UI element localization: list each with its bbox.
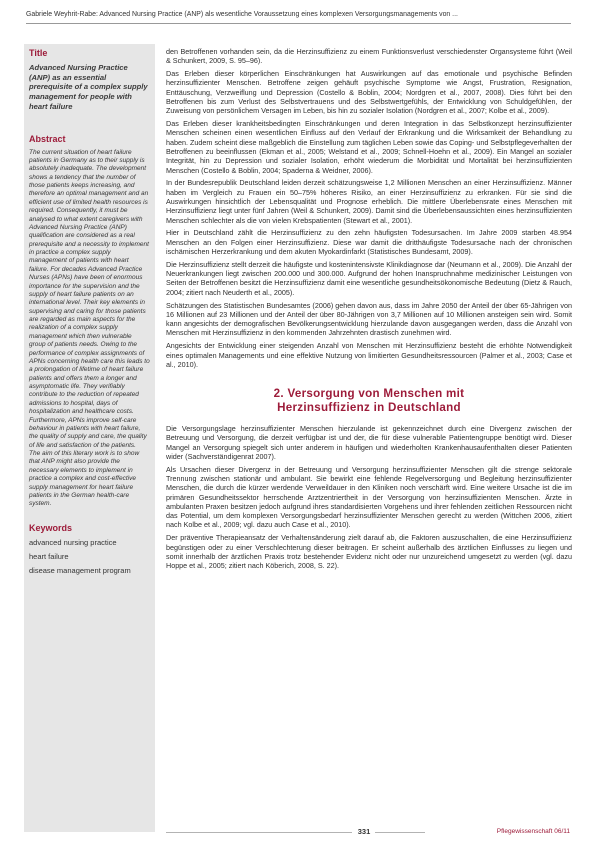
body-paragraph: Die Herzinsuffizienz stellt derzeit die häufigste und kostenintensivste Klinikdiagnose dar (Neumann et al., 2009). Die Anzahl der Neuerkrankungen liegt zwischen 200.000 und 300.000. Aufgrund der hohen Inanspruchnahme medizinischer Leistungen von Seiten der Betroffenen besitzt die Herzinsuffizienz damit eine wesentliche gesundheitsökonomische Bedeutung (Dietz & Rauch, 2004; zitiert nach Neuderth et al., 2005).: [166, 259, 572, 297]
keyword-item: advanced nursing practice: [29, 537, 117, 547]
section-heading-line: 2. Versorgung von Menschen mit: [273, 387, 465, 401]
body-paragraph: Der präventive Therapieansatz der Verhaltensänderung zielt darauf ab, die Faktoren auszuschalten, die eine Herzinsuffizienz begünstigen oder zu einer Verschlechterung dieser beitragen. Er scheint außerhalb des ärztlichen Einflusses zu liegen und somit innerhalb der ärztlichen Praxis trotz bestehender Evidenz nicht oder nur unzureichend umgesetzt zu werden (vgl. dazu Hoppe et al., 2005; zitiert nach Köberich, 2008, S. 22).: [166, 533, 572, 571]
body-paragraph: Als Ursachen dieser Divergenz in der Betreuung und Versorgung herzinsuffizienter Menschen gilt die strenge sektorale Trennung zwischen stationär und ambulant. Sie bewirkt eine fehlende Regelversorgung und Begleitung herzinsuffizienter Menschen, die durch die kürzer werdende Verweildauer in den Kliniken noch verschärft wird. Eine weitere Ursache ist die im primären Gesundheitssektor herrschende Arztzentriertheit in der Versorgung von herzinsuffizienten Menschen. Ärzte in ambulanten Praxen besitzen jedoch aufgrund ihres standardisierten Vorgehens und ihrer fehlenden zeitlichen Ressourcen nicht das Potential, um dem komplexen Versorgungsbedarf herzinsuffizienter Menschen gerecht zu werden (Wittchen 2006, zitiert nach Kolbe et al., 2009; vgl. dazu auch Case et al., 2010).: [166, 464, 572, 530]
body-paragraph: Schätzungen des Statistischen Bundesamtes (2006) gehen davon aus, dass im Jahre 2050 der Anteil der über 65-Jährigen von 16 Millionen auf 23 Millionen und der Anteil der über 80-Jährigen von 3,7 Millionen auf 10 Millionen ansteigen sein wird. Somit kann angesichts der demografischen Bevölkerungsentwicklung hierzulande davon ausgegangen werden, dass die Anzahl von Menschen mit Herzinsuffizienz in den kommenden Jahrzehnten drastisch zunehmen wird.: [166, 300, 572, 338]
body-paragraph: In der Bundesrepublik Deutschland leiden derzeit schätzungsweise 1,2 Millionen Menschen an einer Herzinsuffizienz. Männer haben im Vergleich zu Frauen ein 50–75% höheres Risiko, an einer Herzinsuffizienz zu erkranken. Für sie sind die Auswirkungen hinsichtlich der Lebensqualität und Prognose erheblich. Die mittlere Überlebensrate eines Menschen mit Herzinsuffizienz liegt unter fünf Jahren (Weil & Schunkert, 2009). Damit sind die Überlebensaussichten eines herzinsuffizienten Menschen schlechter als die von vielen Krebspatienten (Stewart et al., 2001).: [166, 178, 572, 225]
body-paragraph: Angesichts der Entwicklung einer steigenden Anzahl von Menschen mit Herzinsuffizienz besteht die erhöhte Notwendigkeit eines optimalen Managements und eine effektive Nutzung von limitierten Gesundheitsressourcen (Palmer et al., 2003; Case et al., 2010).: [166, 341, 572, 369]
keywords-list: [29, 538, 150, 576]
footer-rule: [166, 832, 352, 833]
title-heading: Title: [29, 48, 48, 58]
body-paragraph: Das Erleben dieser krankheitsbedingten Einschränkungen und deren Integration in das Selbstkonzept herzinsuffizienter Menschen scheinen einen wesentlichen Einfluss auf den Verlauf der Erkrankung und die Wirksamkeit der Behandlung zu haben. Zudem scheint diese maßgeblich die Einstellung zum täglichen Leben sowie das Coping- und Selbstpflegeverhalten der Betroffenen zu beeinflussen (Ekman et al., 2005; Welstand et al., 2009; Schnell-Hoehn et al., 2009). Ein Mangel an sozialer Integrität, hin zu Depression und sozialer Isolation, erhöht wiederum die Morbidität und Mortalität bei herzinsuffizienten Menschen (Costello & Boblin, 2004; Spaderna & Weidner, 2006).: [166, 119, 572, 175]
section-heading: [166, 387, 572, 414]
keyword-item: heart failure: [29, 551, 69, 561]
body-paragraph: Die Versorgungslage herzinsuffizienter Menschen hierzulande ist gekennzeichnet durch eine Divergenz zwischen der Betreuung und Versorgung, die derzeit verfügbar ist und der, die für diese vulnerable Patientengruppe benötigt wird. Dieser Mangel an Versorgung spiegelt sich unter anderem in häufigen und wiederholten Krankenhausaufenthalten dieser Patienten wider (Sachverständigenrat 2007).: [166, 423, 572, 461]
section-heading-line: Herzinsuffizienz in Deutschland: [277, 400, 461, 414]
article-body: [166, 47, 572, 817]
footer-rule: [375, 832, 425, 833]
running-header: Gabriele Weyhrit-Rabe: Advanced Nursing Practice (ANP) als wesentliche Voraussetzung eines komplexen Versorgungsmanagements von ...: [26, 7, 571, 24]
abstract-heading: Abstract: [29, 133, 66, 144]
body-paragraph: den Betroffenen vorhanden sein, da die Herzinsuffizienz zu einem Funktionsverlust verschiedenster Organsysteme führt (Weil & Schunkert, 2009, S. 95–96).: [166, 47, 572, 66]
english-title: Advanced Nursing Practice (ANP) as an essential prerequisite of a complex supply management for people with heart failure: [29, 63, 148, 111]
journal-name: Pflegewissenschaft 06/11: [496, 828, 570, 835]
body-paragraph: Das Erleben dieser körperlichen Einschränkungen hat Auswirkungen auf das emotionale und psychische Befinden herzinsuffizienter Menschen. Betroffene zeigen gehäuft psychische Symptome wie Angst, Frustration, Resignation, Enttäuschung, Verzweiflung und Depression (Costello & Boblin, 2004; Nordgren et al., 2007, 2008). Dies führt bei den Betroffenen bis zum Verlust des Selbstvertrauens und des Selbstwertgefühls, der Entwicklung von Schuldgefühlen, der Zuweisung von persönlichem Versagen im Leben, bis hin zu sozialer Isolation (Nordgren et al., 2007; Kolbe et al., 2009).: [166, 69, 572, 116]
keyword-item: disease management program: [29, 566, 131, 576]
abstract-sidebar: [24, 44, 155, 832]
page-number: 331: [357, 827, 371, 836]
abstract-body: [29, 149, 150, 509]
keywords-heading: Keywords: [29, 522, 73, 533]
abstract-paragraph: The current situation of heart failure patients in Germany as to their supply is absolutely inadequate. The development shows a tendency that the number of those patients keeps increasing, and therefore an optimal management and an efficient use of limited health resources is required. Consequently, it must be analysed to what extent caregivers with Advanced Nursing Practice (ANP) qualification are considered as a real prerequisite and a necessity to implement in practice a complex supply management of patients with heart failure. For decades Advanced Practice Nurses (APNs) have been of enormous importance for the supervision and the supply of heart failure patients on an international level. Their key elements in supervising and caring for those patients are regarded as main aspects for the realization of a complex supply management which then vulnerable group of patients needs. Owing to the performance of complex assignments of APNs concerning health care this leads to a prolongation of lifetime of heart failure patients and offers them a longer and asymptomatic life. They verifiably contribute to the reduction of repeated admissions to hospital, days of hospitalization and healthcare costs. Furthermore, APNs improve self-care behaviour in patients with heart failure, the quality of supply and care, the quality of life and satisfaction of the patients.: [29, 148, 150, 449]
abstract-paragraph: The aim of this literary work is to show that ANP might also provide the necessary elements to implement in practice a complex and cost-effective supply management for heart failure patients in the German health-care system.: [29, 450, 140, 508]
body-paragraph: Hier in Deutschland zählt die Herzinsuffizienz zu den zehn häufigsten Todesursachen. Im Jahre 2009 starben 48.954 Menschen an den Folgen einer Herzinsuffizienz. Diese war damit die dritthäufigste Todesursache nach der chronischen ischämischen Herzerkrankung und dem akuten Myokardinfarkt (Statistisches Bundesamt, 2009).: [166, 228, 572, 256]
